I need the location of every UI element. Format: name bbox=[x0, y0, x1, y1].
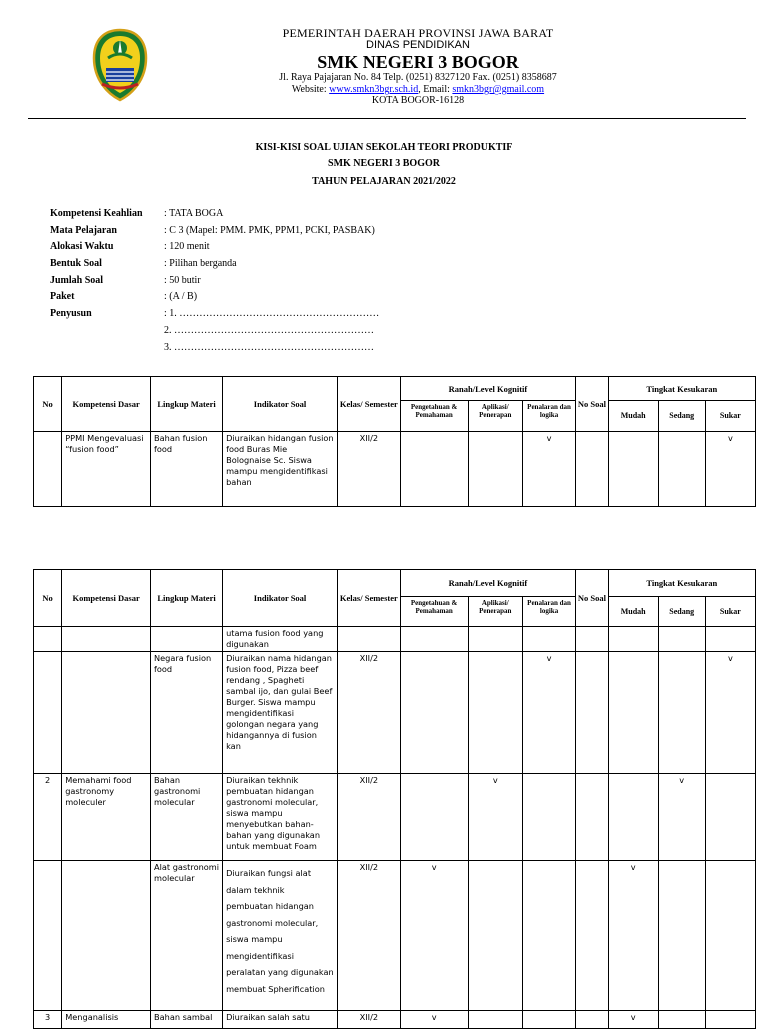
header-ranah: Ranah/Level Kognitif bbox=[400, 570, 576, 597]
cell-sedang bbox=[658, 627, 705, 652]
header-lingkup: Lingkup Materi bbox=[151, 377, 223, 432]
header-indikator: Indikator Soal bbox=[223, 377, 338, 432]
cell-no bbox=[34, 627, 62, 652]
cell-nosoal bbox=[576, 652, 608, 774]
cell-kelas bbox=[338, 627, 401, 652]
cell-indikator: Diuraikan nama hidangan fusion food, Pizza beef rendang , Spagheti sambal ijo, dan gulai Beef Burger. Siswa mampu mengidentifikasi golongan negara yang hidangannya di fusion kan bbox=[223, 652, 338, 774]
cell-aplikasi bbox=[468, 652, 522, 774]
letterhead-city: KOTA BOGOR-16128 bbox=[371, 95, 465, 106]
letterhead-school-name: SMK NEGERI 3 BOGOR bbox=[317, 52, 519, 72]
cell-indikator: Diuraikan fungsi alat dalam tekhnik pembuatan hidangan gastronomi molecular, siswa mampu mengidentifikasi peralatan yang digunakan membuat Spherification bbox=[223, 861, 338, 1011]
cell-aplikasi bbox=[468, 627, 522, 652]
cell-nosoal bbox=[576, 432, 608, 507]
provincial-emblem-logo bbox=[92, 28, 148, 102]
table-row bbox=[34, 432, 756, 507]
info-value: : (A / B) bbox=[164, 291, 198, 303]
cell-indikator: Diuraikan tekhnik pembuatan hidangan gastronomi molecular, siswa mampu menyebutkan bahan-bahan yang digunakan untuk membuat Foam bbox=[223, 774, 338, 861]
cell-penalaran bbox=[522, 627, 575, 652]
cell-kelas: XII/2 bbox=[338, 774, 401, 861]
cell-kelas: XII/2 bbox=[338, 1011, 401, 1029]
website-label: Website: bbox=[291, 84, 330, 95]
header-kelas: Kelas/ Semester bbox=[338, 570, 401, 627]
header-sukar: Sukar bbox=[705, 597, 755, 627]
table-row bbox=[34, 652, 756, 774]
cell-indikator: Diuraikan salah satu bbox=[223, 1011, 338, 1029]
info-label: Kompetensi Keahlian bbox=[50, 208, 143, 219]
cell-sukar bbox=[705, 861, 755, 1011]
header-nosoal: No Soal bbox=[576, 570, 608, 627]
cell-pengetahuan bbox=[400, 432, 468, 507]
cell-kelas: XII/2 bbox=[338, 652, 401, 774]
header-aplikasi: Aplikasi/ Penerapan bbox=[468, 597, 522, 627]
header-no: No bbox=[34, 377, 62, 432]
cell-sedang bbox=[658, 1011, 705, 1029]
header-kelas: Kelas/ Semester bbox=[338, 377, 401, 432]
info-value: : 120 menit bbox=[164, 241, 210, 253]
header-mudah: Mudah bbox=[608, 597, 658, 627]
cell-lingkup: Alat gastronomi molecular bbox=[151, 861, 223, 1011]
cell-kompetensi bbox=[62, 627, 151, 652]
header-lingkup: Lingkup Materi bbox=[151, 570, 223, 627]
info-value: : TATA BOGA bbox=[164, 208, 224, 219]
table-row bbox=[34, 627, 756, 652]
cell-no: 3 bbox=[34, 1011, 62, 1029]
info-value: : 1. …………………………………………………… bbox=[164, 308, 380, 320]
cell-mudah bbox=[608, 774, 658, 861]
header-sedang: Sedang bbox=[658, 401, 705, 432]
info-value: 2. …………………………………………………… bbox=[164, 324, 374, 336]
email-label: , Email: bbox=[418, 84, 453, 95]
cell-penalaran bbox=[522, 1011, 575, 1029]
info-value: : Pilihan berganda bbox=[164, 258, 237, 270]
info-label: Alokasi Waktu bbox=[50, 241, 114, 253]
info-label: Mata Pelajaran bbox=[50, 224, 117, 236]
cell-kompetensi: Menganalisis bbox=[62, 1011, 151, 1029]
header-penalaran: Penalaran dan logika bbox=[522, 597, 575, 627]
cell-kompetensi: Memahami food gastronomy moleculer bbox=[62, 774, 151, 861]
email-link[interactable]: smkn3bgr@gmail.com bbox=[452, 84, 545, 95]
cell-mudah: v bbox=[608, 861, 658, 1011]
document-title: KISI-KISI SOAL UJIAN SEKOLAH TEORI PRODUKTIF bbox=[255, 142, 513, 153]
table-row bbox=[34, 1011, 756, 1029]
info-label: Jumlah Soal bbox=[50, 274, 104, 286]
cell-kompetensi bbox=[62, 652, 151, 774]
header-sedang: Sedang bbox=[658, 597, 705, 627]
cell-pengetahuan: v bbox=[400, 1011, 468, 1029]
cell-nosoal bbox=[576, 774, 608, 861]
cell-nosoal bbox=[576, 861, 608, 1011]
cell-pengetahuan bbox=[400, 652, 468, 774]
info-label: Paket bbox=[50, 291, 75, 303]
website-link[interactable]: www.smkn3bgr.sch.id bbox=[329, 84, 419, 95]
cell-no bbox=[34, 861, 62, 1011]
cell-mudah bbox=[608, 652, 658, 774]
header-no: No bbox=[34, 570, 62, 627]
cell-sukar bbox=[705, 627, 755, 652]
kisi-kisi-table-1 bbox=[33, 376, 756, 507]
cell-mudah bbox=[608, 627, 658, 652]
header-kompetensi: Kompetensi Dasar bbox=[62, 570, 151, 627]
cell-pengetahuan bbox=[400, 774, 468, 861]
header-mudah: Mudah bbox=[608, 401, 658, 432]
letterhead-department: DINAS PENDIDIKAN bbox=[366, 39, 470, 51]
header-pengetahuan: Pengetahuan & Pemahaman bbox=[400, 597, 468, 627]
cell-aplikasi bbox=[468, 1011, 522, 1029]
table-row bbox=[34, 774, 756, 861]
header-kompetensi: Kompetensi Dasar bbox=[62, 377, 151, 432]
cell-lingkup: Bahan fusion food bbox=[151, 432, 223, 507]
cell-aplikasi bbox=[468, 432, 522, 507]
cell-kompetensi bbox=[62, 861, 151, 1011]
cell-aplikasi: v bbox=[468, 774, 522, 861]
cell-pengetahuan: v bbox=[400, 861, 468, 1011]
info-value: : 50 butir bbox=[164, 274, 201, 286]
cell-lingkup: Bahan sambal bbox=[151, 1011, 223, 1029]
info-value: : C 3 (Mapel: PMM. PMK, PPM1, PCKI, PASBAK) bbox=[164, 224, 375, 236]
info-label: Penyusun bbox=[50, 308, 92, 320]
cell-sedang bbox=[658, 432, 705, 507]
kisi-kisi-table-2 bbox=[33, 569, 756, 1029]
info-label: Bentuk Soal bbox=[50, 258, 102, 270]
letterhead-divider bbox=[28, 118, 746, 119]
header-ranah: Ranah/Level Kognitif bbox=[400, 377, 576, 401]
cell-penalaran bbox=[522, 861, 575, 1011]
cell-kelas: XII/2 bbox=[338, 861, 401, 1011]
cell-penalaran: v bbox=[522, 652, 575, 774]
cell-sedang bbox=[658, 652, 705, 774]
header-aplikasi: Aplikasi/ Penerapan bbox=[468, 401, 522, 432]
cell-no bbox=[34, 432, 62, 507]
cell-nosoal bbox=[576, 1011, 608, 1029]
header-pengetahuan: Pengetahuan & Pemahaman bbox=[400, 401, 468, 432]
cell-aplikasi bbox=[468, 861, 522, 1011]
cell-sedang: v bbox=[658, 774, 705, 861]
cell-penalaran: v bbox=[522, 432, 575, 507]
cell-no bbox=[34, 652, 62, 774]
cell-pengetahuan bbox=[400, 627, 468, 652]
cell-penalaran bbox=[522, 774, 575, 861]
cell-indikator: Diuraikan hidangan fusion food Buras Mie Bolognaise Sc. Siswa mampu mengidentifikasi bahan bbox=[223, 432, 338, 507]
cell-sukar: v bbox=[705, 652, 755, 774]
cell-sedang bbox=[658, 861, 705, 1011]
cell-kompetensi: PPMI Mengevaluasi “fusion food” bbox=[62, 432, 151, 507]
cell-nosoal bbox=[576, 627, 608, 652]
header-penalaran: Penalaran dan logika bbox=[522, 401, 575, 432]
letterhead-contact bbox=[230, 84, 606, 95]
document-subtitle-year: TAHUN PELAJARAN 2021/2022 bbox=[312, 176, 456, 187]
cell-lingkup: Bahan gastronomi molecular bbox=[151, 774, 223, 861]
cell-sukar: v bbox=[705, 432, 755, 507]
cell-mudah bbox=[608, 432, 658, 507]
document-subtitle-school: SMK NEGERI 3 BOGOR bbox=[328, 158, 440, 169]
header-sukar: Sukar bbox=[705, 401, 755, 432]
cell-lingkup bbox=[151, 627, 223, 652]
table-row bbox=[34, 861, 756, 1011]
cell-mudah: v bbox=[608, 1011, 658, 1029]
header-tingkat: Tingkat Kesukaran bbox=[608, 570, 755, 597]
cell-sukar bbox=[705, 774, 755, 861]
cell-sukar bbox=[705, 1011, 755, 1029]
cell-lingkup: Negara fusion food bbox=[151, 652, 223, 774]
cell-kelas: XII/2 bbox=[338, 432, 401, 507]
header-indikator: Indikator Soal bbox=[223, 570, 338, 627]
letterhead-government: PEMERINTAH DAERAH PROVINSI JAWA BARAT bbox=[282, 26, 554, 40]
cell-no: 2 bbox=[34, 774, 62, 861]
letterhead-address: Jl. Raya Pajajaran No. 84 Telp. (0251) 8327120 Fax. (0251) 8358687 bbox=[279, 72, 557, 83]
cell-indikator: utama fusion food yang digunakan bbox=[223, 627, 338, 652]
info-value: 3. …………………………………………………… bbox=[164, 341, 374, 353]
header-nosoal: No Soal bbox=[576, 377, 608, 432]
header-tingkat: Tingkat Kesukaran bbox=[608, 377, 755, 401]
